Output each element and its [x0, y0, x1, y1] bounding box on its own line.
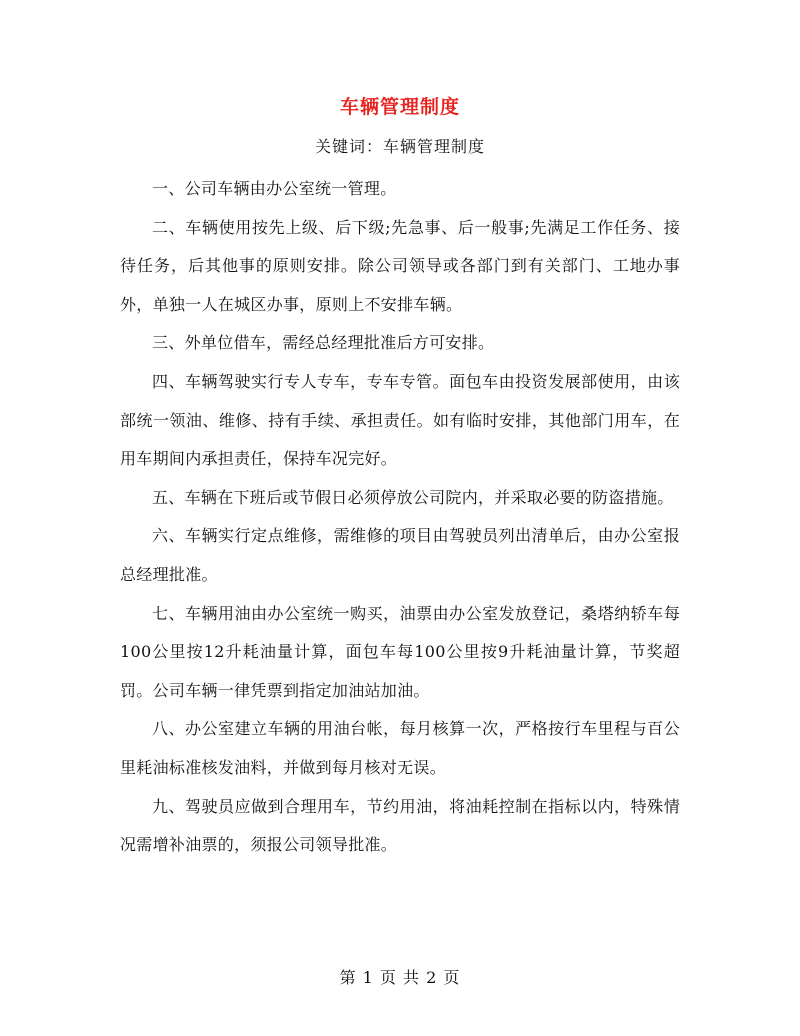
document-title: 车辆管理制度	[339, 96, 460, 118]
paragraph-3: 三、外单位借车，需经总经理批准后方可安排。	[152, 333, 495, 353]
paragraph-9: 九、驾驶员应做到合理用车，节约用油，将油耗控制在指标以内，特殊情况需增补油票的，须报公司领导批准。	[120, 796, 680, 855]
paragraph-2: 二、车辆使用按先上级、后下级;先急事、后一般事;先满足工作任务、接待任务，后其他事的原则安排。除公司领导或各部门到有关部门、工地办事外，单独一人在城区办事，原则上不安排车辆。	[120, 217, 680, 314]
paragraph-1: 一、公司车辆由办公室统一管理。	[152, 179, 397, 198]
paragraph-7: 七、车辆用油由办公室统一购买，油票由办公室发放登记，桑塔纳轿车每100公里按12升耗油量计算，面包车每100公里按9升耗油量计算，节奖超罚。公司车辆一律凭票到指定加油站加油。	[120, 603, 680, 700]
paragraph-5: 五、车辆在下班后或节假日必须停放公司院内，并采取必要的防盗措施。	[152, 487, 674, 507]
paragraph-4: 四、车辆驾驶实行专人专车，专车专管。面包车由投资发展部使用，由该部统一领油、维修、持有手续、承担责任。如有临时安排，其他部门用车，在用车期间内承担责任，保持车况完好。	[120, 371, 680, 469]
document-body	[120, 170, 680, 865]
keywords-line: 关键词：车辆管理制度	[314, 137, 485, 156]
paragraph-8: 八、办公室建立车辆的用油台帐，每月核算一次，严格按行车里程与百公里耗油标准核发油料，并做到每月核对无误。	[120, 719, 680, 777]
page-footer: 第 1 页 共 2 页	[339, 968, 461, 987]
paragraph-6: 六、车辆实行定点维修，需维修的项目由驾驶员列出清单后，由办公室报总经理批准。	[120, 526, 680, 584]
